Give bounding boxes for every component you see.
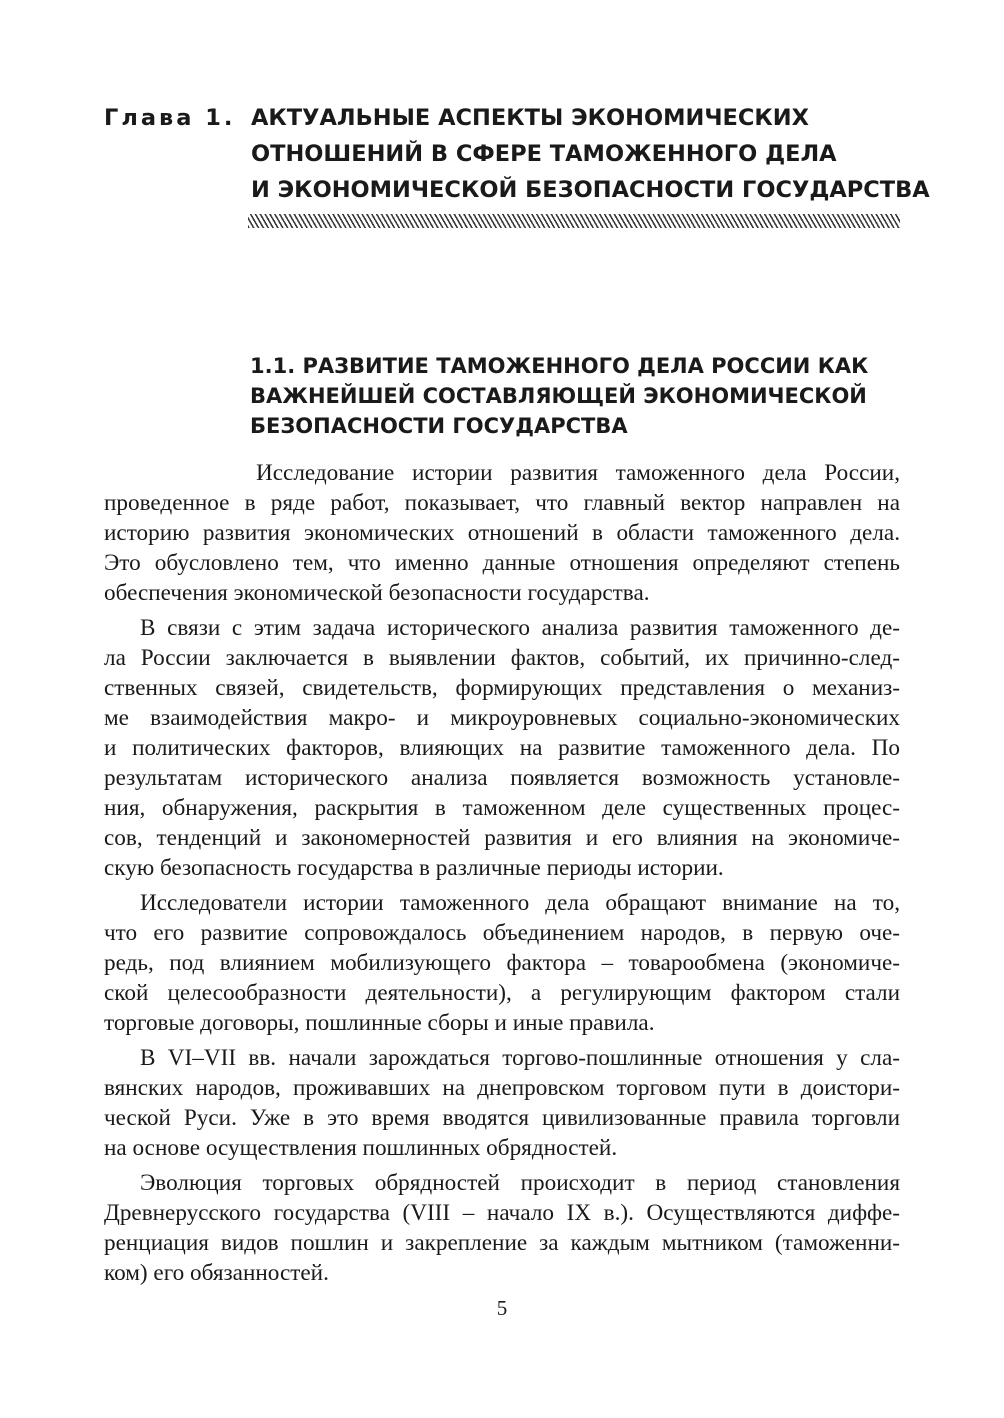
text-line: обеспечения экономической безопасности государства. <box>104 580 650 606</box>
text-line: Исследователи истории таможенного дела обращают внимание на то, <box>140 890 900 916</box>
section-title-line: 1.1. РАЗВИТИЕ ТАМОЖЕННОГО ДЕЛА РОССИИ КАК <box>250 354 869 378</box>
paragraph <box>104 1168 900 1288</box>
text-line: сов, тенденций и закономерностей развития и его влияния на экономиче- <box>104 825 900 851</box>
chapter-title <box>251 100 930 208</box>
paragraph <box>104 888 900 1038</box>
body-text <box>104 458 900 1288</box>
text-line: редь, под влиянием мобилизующего фактора – товарообмена (экономиче- <box>104 950 900 976</box>
text-line: историю развития экономических отношений в области таможенного дела. <box>104 520 900 546</box>
text-line: Эволюция торговых обрядностей происходит в период становления <box>140 1170 900 1196</box>
section-heading <box>250 351 910 441</box>
text-line: скую безопасность государства в различные периоды истории. <box>104 855 724 881</box>
text-line: ской целесообразности деятельности), а регулирующим фактором стали <box>104 980 900 1006</box>
chapter-title-line: ОТНОШЕНИЙ В СФЕРЕ ТАМОЖЕННОГО ДЕЛА <box>251 141 837 167</box>
text-line: ме взаимодействия макро- и микроуровневых социально-экономических <box>104 705 900 731</box>
paragraph <box>104 1043 900 1163</box>
chapter-title-line: АКТУАЛЬНЫЕ АСПЕКТЫ ЭКОНОМИЧЕСКИХ <box>251 105 809 131</box>
paragraph <box>104 458 900 608</box>
text-line: ческой Руси. Уже в это время вводятся цивилизованные правила торговли <box>104 1105 900 1131</box>
chapter-title-line: И ЭКОНОМИЧЕСКОЙ БЕЗОПАСНОСТИ ГОСУДАРСТВА <box>251 177 930 203</box>
text-line: и политических факторов, влияющих на развитие таможенного дела. По <box>104 735 900 761</box>
text-line: торговые договоры, пошлинные сборы и иные правила. <box>104 1010 655 1036</box>
text-line: на основе осуществления пошлинных обрядностей. <box>104 1135 618 1161</box>
text-line: результатам исторического анализа появляется возможность установле- <box>104 765 900 791</box>
text-line: ренциация видов пошлин и закрепление за каждым мытником (таможенни- <box>104 1230 900 1256</box>
page-number: 5 <box>496 1296 508 1320</box>
text-line: что его развитие сопровождалось объединением народов, в первую оче- <box>104 920 900 946</box>
text-line: В связи с этим задача исторического анализа развития таможенного де- <box>140 615 900 641</box>
text-line: Исследование истории развития таможенного дела России, <box>256 460 900 486</box>
chapter-hatch-divider <box>248 214 900 228</box>
section-title-line: ВАЖНЕЙШЕЙ СОСТАВЛЯЮЩЕЙ ЭКОНОМИЧЕСКОЙ <box>250 384 867 408</box>
text-line: ния, обнаружения, раскрытия в таможенном деле существенных процес- <box>104 795 900 821</box>
text-line: ственных связей, свидетельств, формирующих представления о механиз- <box>104 675 900 701</box>
text-line: Древнерусского государства (VIII – начало IX в.). Осуществляются диффе- <box>104 1200 900 1226</box>
chapter-label: Глава 1. <box>104 105 236 131</box>
paragraph <box>104 613 900 883</box>
text-line: вянских народов, проживавших на днепровском торговом пути в доистори- <box>104 1075 900 1101</box>
text-line: Это обусловлено тем, что именно данные отношения определяют степень <box>104 550 900 576</box>
text-line: ла России заключается в выявлении фактов, событий, их причинно-след- <box>104 645 900 671</box>
text-line: ком) его обязанностей. <box>104 1260 329 1286</box>
section-title-line: БЕЗОПАСНОСТИ ГОСУДАРСТВА <box>250 414 628 438</box>
text-line: В VI–VII вв. начали зарождаться торгово-пошлинные отношения у сла- <box>140 1045 900 1071</box>
text-line: проведенное в ряде работ, показывает, что главный вектор направлен на <box>104 490 900 516</box>
